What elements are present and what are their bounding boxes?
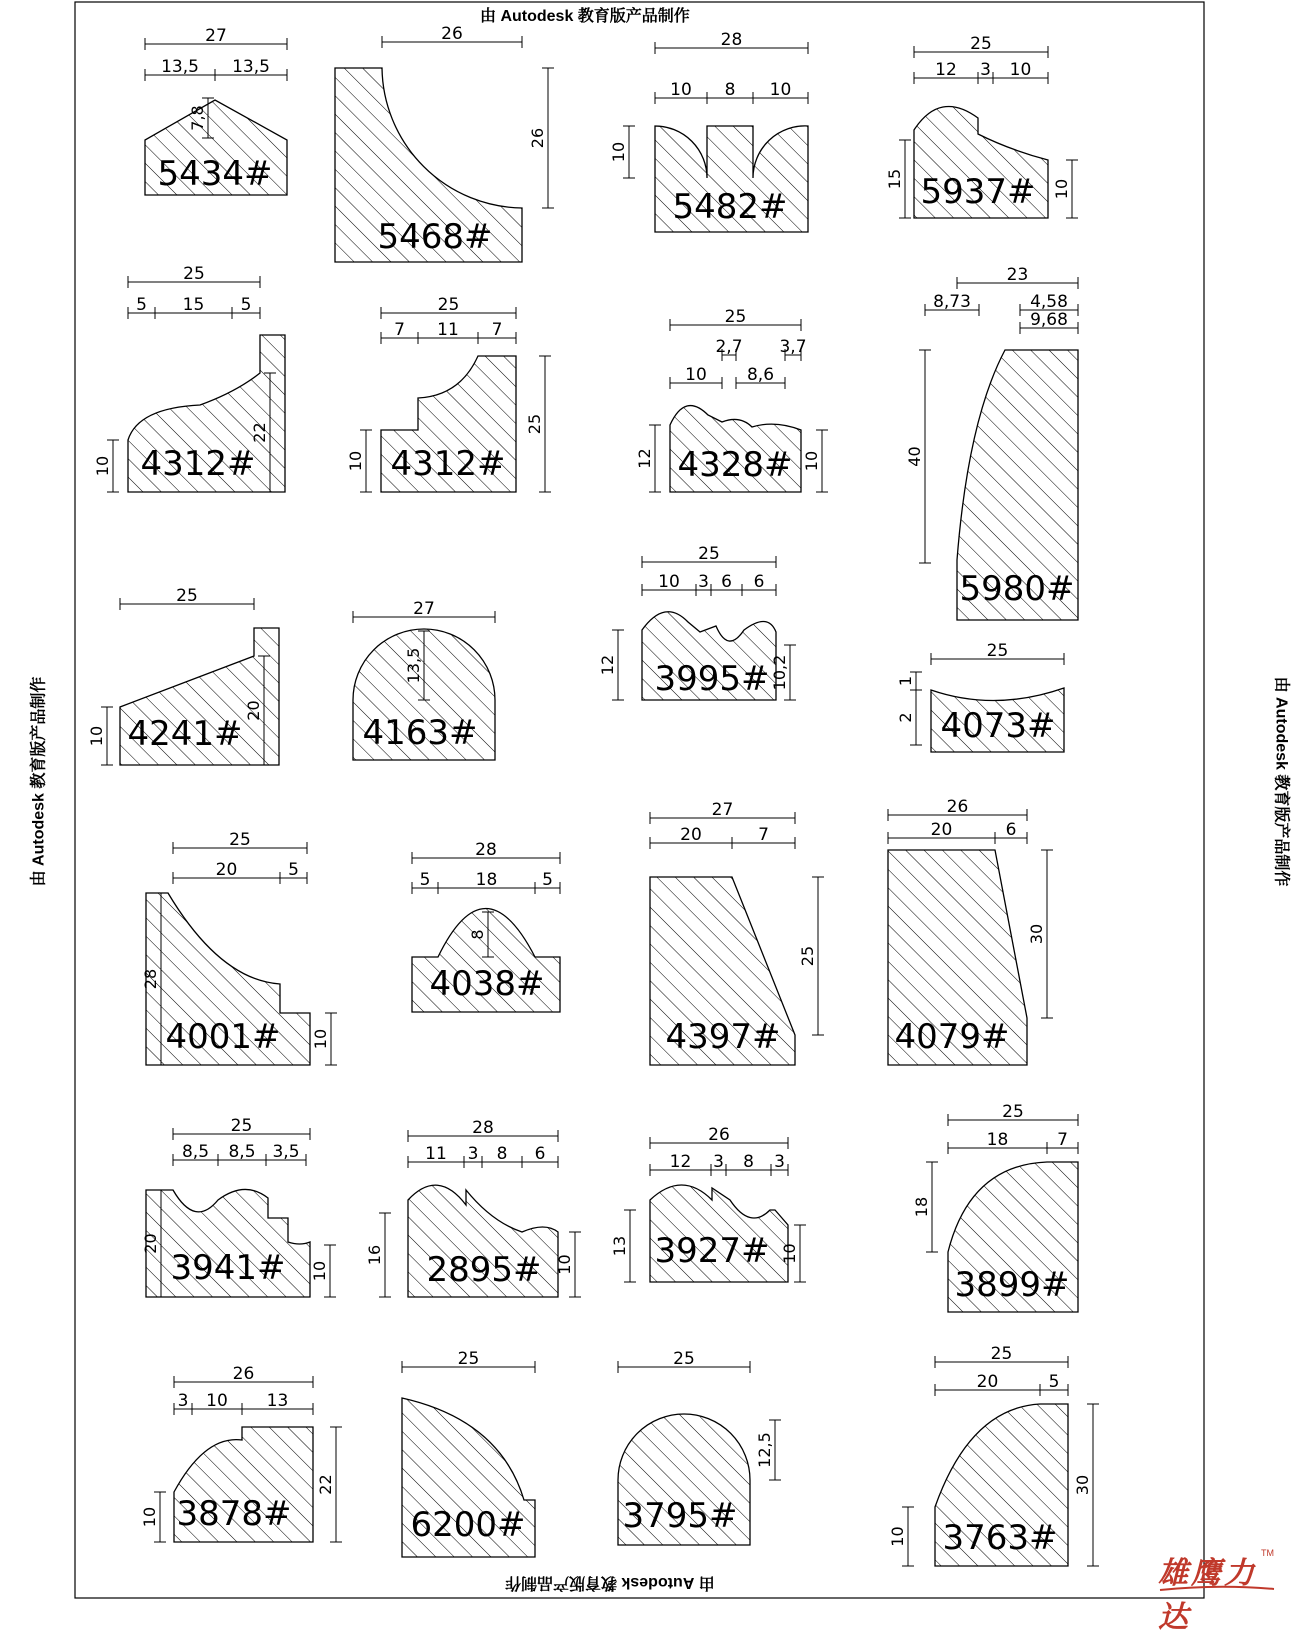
profile-code: 5937# xyxy=(920,172,1036,212)
dim-v-label: 2 xyxy=(896,712,915,723)
profile-23 xyxy=(618,1349,781,1545)
dim-h-label: 11 xyxy=(437,320,459,340)
dim-v-label: 10 xyxy=(780,1243,799,1264)
dim-h-label: 26 xyxy=(708,1125,730,1145)
profile-22 xyxy=(402,1349,535,1557)
dim-v-label: 10 xyxy=(802,450,821,472)
dim-v-label: 10 xyxy=(310,1260,329,1282)
dim-h-label: 7 xyxy=(394,320,405,340)
dim-h-label: 9,68 xyxy=(1030,310,1068,330)
dim-h-label: 28 xyxy=(472,1118,494,1138)
dim-v-label: 12,5 xyxy=(755,1432,774,1468)
dim-v-label: 10 xyxy=(1052,178,1071,200)
dim-h-label: 3 xyxy=(774,1152,785,1172)
dim-h-label: 10 xyxy=(670,80,692,100)
profile-code: 5980# xyxy=(959,569,1075,609)
dim-v-label: 7,8 xyxy=(188,105,207,131)
dim-h-label: 13 xyxy=(266,1391,289,1411)
dim-h-label: 5 xyxy=(136,295,147,315)
profile-code: 4312# xyxy=(390,444,506,484)
dim-v-label: 10 xyxy=(346,450,365,472)
dim-h-label: 12 xyxy=(935,60,957,80)
watermark-bottom: 由 Autodesk 教育版产品制作 xyxy=(505,1574,715,1591)
profile-code: 2895# xyxy=(426,1250,542,1290)
profile-11 xyxy=(598,544,796,700)
dim-v-label: 10 xyxy=(140,1506,159,1528)
dim-v-label: 30 xyxy=(1027,923,1046,945)
dim-v-label: 26 xyxy=(528,127,547,149)
dim-v-label: 25 xyxy=(525,413,544,435)
dim-v-label: 10 xyxy=(311,1028,330,1050)
profile-6 xyxy=(346,295,551,492)
dim-h-label: 10 xyxy=(685,365,707,385)
dim-h-label: 6 xyxy=(534,1144,546,1164)
dim-v-label: 22 xyxy=(316,1474,335,1495)
dim-h-label: 25 xyxy=(986,641,1009,661)
dim-h-label: 3,5 xyxy=(272,1142,300,1162)
dim-v-label: 16 xyxy=(365,1244,384,1266)
profile-code: 4312# xyxy=(140,444,256,484)
dim-h-label: 12 xyxy=(669,1152,692,1172)
dim-v-label: 10 xyxy=(87,725,106,747)
dim-v-label: 10 xyxy=(93,455,112,477)
dim-h-label: 25 xyxy=(970,34,992,54)
brand-logo xyxy=(1158,1548,1276,1635)
dim-h-label: 7 xyxy=(1057,1130,1068,1150)
dim-h-label: 8 xyxy=(743,1152,754,1172)
dim-v-label: 22 xyxy=(250,422,269,443)
profile-code: 3995# xyxy=(654,659,770,699)
dim-h-label: 3 xyxy=(698,572,709,592)
profile-code: 4001# xyxy=(165,1017,281,1057)
profile-3 xyxy=(609,30,808,232)
dim-h-label: 4,58 xyxy=(1030,292,1068,312)
dim-h-label: 10 xyxy=(658,572,680,592)
dim-h-label: 11 xyxy=(425,1144,447,1164)
dim-h-label: 2,7 xyxy=(715,337,743,357)
dim-h-label: 6 xyxy=(1005,820,1017,840)
dim-h-label: 3 xyxy=(713,1152,724,1172)
profile-8 xyxy=(905,265,1078,620)
dim-h-label: 5 xyxy=(288,860,299,880)
dim-h-label: 3 xyxy=(980,60,991,80)
dim-h-label: 28 xyxy=(720,30,743,50)
profile-code: 3899# xyxy=(954,1265,1070,1305)
dim-h-label: 13,5 xyxy=(161,57,199,77)
dim-h-label: 8,73 xyxy=(933,292,971,312)
profile-14 xyxy=(412,840,560,1012)
profile-24 xyxy=(888,1344,1099,1566)
dim-h-label: 8 xyxy=(724,80,736,100)
dim-h-label: 25 xyxy=(437,295,460,315)
dim-v-label: 20 xyxy=(141,1233,160,1254)
dim-v-label: 18 xyxy=(912,1196,931,1218)
profile-12 xyxy=(896,641,1064,752)
profile-code: 3927# xyxy=(654,1231,770,1271)
profile-code: 3941# xyxy=(170,1248,286,1288)
dim-h-label: 25 xyxy=(698,544,720,564)
dim-h-label: 5 xyxy=(419,870,431,890)
profile-10 xyxy=(353,599,495,760)
dim-h-label: 26 xyxy=(232,1364,255,1384)
profile-code: 4073# xyxy=(940,706,1056,746)
profile-code: 5468# xyxy=(377,217,493,257)
dim-h-label: 3 xyxy=(177,1391,189,1411)
dim-h-label: 5 xyxy=(240,295,252,315)
profile-15 xyxy=(650,800,824,1065)
dim-h-label: 27 xyxy=(711,800,734,820)
dim-h-label: 25 xyxy=(1002,1102,1024,1122)
dim-v-label: 8 xyxy=(468,929,487,940)
dim-v-label: 12 xyxy=(635,448,654,469)
profile-1 xyxy=(145,26,287,195)
dim-h-label: 3,7 xyxy=(779,337,807,357)
dim-h-label: 26 xyxy=(946,797,969,817)
dim-h-label: 27 xyxy=(205,26,227,46)
dim-v-label: 10 xyxy=(609,141,628,163)
dim-h-label: 15 xyxy=(182,295,205,315)
dim-h-label: 18 xyxy=(475,870,498,890)
profile-code: 3763# xyxy=(942,1518,1058,1558)
dim-h-label: 23 xyxy=(1006,265,1029,285)
profile-9 xyxy=(87,586,279,765)
profile-18 xyxy=(365,1118,581,1297)
dim-h-label: 6 xyxy=(753,572,765,592)
profile-20 xyxy=(912,1102,1078,1312)
brand-tm: TM xyxy=(1261,1548,1274,1558)
dim-v-label: 30 xyxy=(1073,1474,1092,1496)
profile-17 xyxy=(141,1116,336,1297)
dim-v-label: 12 xyxy=(598,654,617,676)
profile-code: 4328# xyxy=(677,445,793,485)
dim-h-label: 7 xyxy=(758,825,769,845)
profile-code: 3795# xyxy=(622,1496,738,1536)
profile-code: 4079# xyxy=(894,1017,1010,1057)
dim-h-label: 25 xyxy=(724,307,747,327)
profile-code: 4038# xyxy=(429,964,545,1004)
dim-v-label: 15 xyxy=(885,168,904,190)
dim-h-label: 25 xyxy=(673,1349,695,1369)
dim-v-label: 40 xyxy=(905,446,924,467)
profile-code: 4397# xyxy=(665,1017,781,1057)
profile-4 xyxy=(885,34,1078,218)
dim-h-label: 25 xyxy=(176,586,198,606)
dim-h-label: 20 xyxy=(215,860,238,880)
dim-h-label: 20 xyxy=(680,825,702,845)
dim-v-label: 1 xyxy=(896,675,915,687)
dim-h-label: 13,5 xyxy=(232,57,270,77)
sheet-border xyxy=(75,2,1204,1598)
profile-13 xyxy=(141,830,337,1065)
dim-h-label: 28 xyxy=(475,840,497,860)
dim-h-label: 5 xyxy=(1048,1372,1060,1392)
dim-h-label: 25 xyxy=(229,830,251,850)
dim-v-label: 13 xyxy=(610,1235,629,1257)
dim-h-label: 10 xyxy=(206,1391,228,1411)
dim-v-label: 13,5 xyxy=(404,647,423,684)
dim-h-label: 27 xyxy=(413,599,435,619)
profile-16 xyxy=(888,797,1053,1065)
dim-v-label: 20 xyxy=(244,700,263,721)
dim-h-label: 3 xyxy=(467,1144,479,1164)
dim-h-label: 8,5 xyxy=(181,1142,210,1162)
profile-19 xyxy=(610,1125,806,1282)
watermark-left: 由 Autodesk 教育版产品制作 xyxy=(30,676,48,887)
dim-h-label: 20 xyxy=(930,820,953,840)
dim-h-label: 10 xyxy=(769,80,792,100)
profile-21 xyxy=(140,1364,342,1542)
profile-code: 3878# xyxy=(176,1494,292,1534)
profile-code: 6200# xyxy=(410,1505,526,1545)
dim-h-label: 8 xyxy=(496,1144,508,1164)
dim-h-label: 20 xyxy=(976,1372,999,1392)
dim-h-label: 5 xyxy=(542,870,553,890)
dim-h-label: 8,6 xyxy=(746,365,775,385)
dim-h-label: 10 xyxy=(1009,60,1032,80)
dim-v-label: 10 xyxy=(555,1254,574,1275)
dim-v-label: 28 xyxy=(141,968,160,990)
dim-h-label: 18 xyxy=(986,1130,1009,1150)
profile-code: 4163# xyxy=(362,713,478,753)
profile-code: 5482# xyxy=(672,187,788,227)
dim-h-label: 6 xyxy=(721,572,732,592)
dim-h-label: 8,5 xyxy=(228,1142,256,1162)
dim-v-label: 10,2 xyxy=(770,654,789,691)
watermark-top: 由 Autodesk 教育版产品制作 xyxy=(480,8,690,25)
dim-v-label: 25 xyxy=(798,945,817,967)
profile-code: 4241# xyxy=(127,714,243,754)
dim-h-label: 25 xyxy=(457,1349,480,1369)
dim-v-label: 10 xyxy=(888,1526,907,1547)
dim-h-label: 25 xyxy=(990,1344,1013,1364)
dim-h-label: 25 xyxy=(230,1116,253,1136)
brand-swoosh-icon xyxy=(1158,1584,1276,1594)
profile-5 xyxy=(93,264,285,492)
dim-h-label: 26 xyxy=(441,24,463,44)
profile-code: 5434# xyxy=(157,154,273,194)
profile-7 xyxy=(635,307,828,492)
brand-name: 雄鹰力达 xyxy=(1158,1556,1257,1635)
dim-h-label: 7 xyxy=(491,320,503,340)
watermark-right: 由 Autodesk 教育版产品制作 xyxy=(1272,676,1290,887)
profile-2 xyxy=(335,24,554,262)
dim-h-label: 25 xyxy=(183,264,205,284)
